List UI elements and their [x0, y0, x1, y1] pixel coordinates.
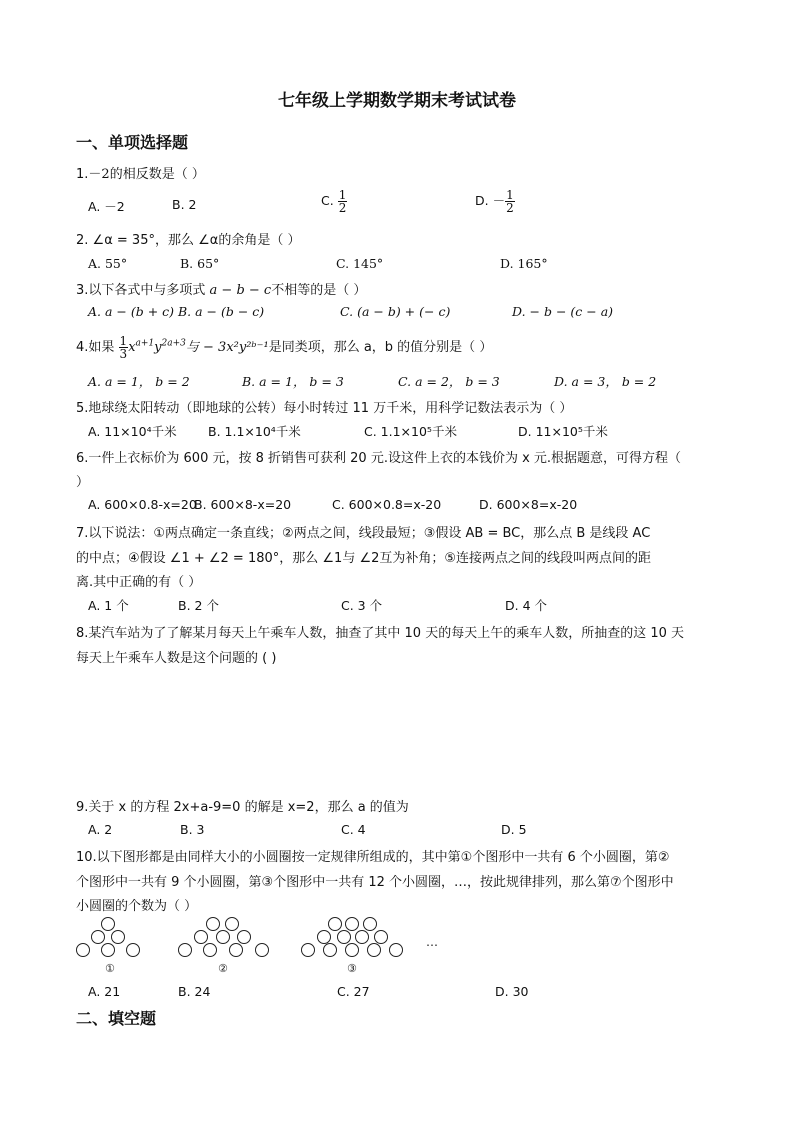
fraction-one-third: $\frac{1}{3}$ [119, 334, 128, 361]
question-9-option-c: C. 4 [341, 822, 366, 837]
pattern-figure-3 [302, 918, 403, 957]
question-5-option-b: B. 1.1×10⁴千米 [208, 424, 301, 439]
question-7-line3: 离.其中正确的有（ ） [76, 575, 202, 590]
figure-label-3: ③ [347, 962, 357, 975]
question-10-option-d: D. 30 [495, 984, 529, 999]
question-7-option-d: D. 4 个 [505, 598, 547, 613]
question-8-line1: 8.某汽车站为了了解某月每天上午乘车人数，抽查了其中 10 天的每天上午的乘车人数，所抽查的这 10 天 [76, 626, 685, 641]
question-2-stem: 2. ∠α = 35°，那么 ∠α的余角是（ ） [76, 233, 301, 248]
question-3-option-c: C. (a − b) + (− c) [340, 304, 451, 319]
question-9-option-d: D. 5 [501, 822, 527, 837]
question-1-option-d: D. － $\frac{1}{2}$ [475, 188, 514, 215]
question-5-option-a: A. 11×10⁴千米 [88, 424, 177, 439]
question-6-option-a: A. 600×0.8-x=20 [88, 497, 197, 512]
question-3-option-b: B. a − (b − c) [178, 304, 265, 319]
question-10-option-c: C. 27 [337, 984, 370, 999]
question-6-option-c: C. 600×0.8=x-20 [332, 497, 442, 512]
question-6-stem-line1: 6.一件上衣标价为 600 元，按 8 折销售可获利 20 元.设这件上衣的本钱价为 x 元.根据题意，可得方程（ [76, 451, 682, 466]
question-8-line2: 每天上午乘车人数是这个问题的 ( ) [76, 651, 277, 666]
question-1-stem: 1.－2的相反数是（ ） [76, 167, 205, 182]
figure-label-1: ① [105, 962, 115, 975]
question-10-line3: 小圆圈的个数为（ ） [76, 899, 198, 914]
question-3-stem: 3.以下各式中与多项式 a − b − c不相等的是（ ） [76, 283, 367, 298]
figure-label-2: ② [218, 962, 228, 975]
question-10-option-a: A. 21 [88, 984, 121, 999]
question-9-option-a: A. 2 [88, 822, 113, 837]
question-7-option-b: B. 2 个 [178, 598, 219, 613]
question-4-stem: 4.如果 $\frac{1}{3}$ $x^{a+1}y^{2a+3}$与 − 3x²y²ᵇ⁻¹是同类项，那么 a，b 的值分别是（ ） [76, 334, 493, 361]
question-7-line1: 7.以下说法：①两点确定一条直线；②两点之间，线段最短；③假设 AB = BC，那么点 B 是线段 AC [76, 526, 651, 541]
question-6-stem-line2: ） [76, 475, 90, 490]
question-6-option-b: B. 600×8-x=20 [194, 497, 292, 512]
pattern-figure-1 [77, 918, 140, 957]
question-9-option-b: B. 3 [180, 822, 205, 837]
question-7-option-a: A. 1 个 [88, 598, 129, 613]
question-10-line2: 个图形中一共有 9 个小圆圈，第③个图形中一共有 12 个小圆圈，…，按此规律排列，那么第⑦个图形中 [76, 875, 674, 890]
question-4-option-a: A. a = 1， b = 2 [88, 374, 190, 389]
question-5-option-c: C. 1.1×10⁵千米 [364, 424, 457, 439]
question-2-option-d: D. 165° [500, 256, 548, 271]
question-10-option-b: B. 24 [178, 984, 211, 999]
question-4-option-b: B. a = 1， b = 3 [242, 374, 344, 389]
question-7-option-c: C. 3 个 [341, 598, 383, 613]
pattern-figure-2 [179, 918, 269, 957]
section-heading-fill-blank: 二、填空题 [76, 1009, 157, 1028]
section-heading-single-choice: 一、单项选择题 [76, 133, 189, 152]
figure-ellipsis: … [426, 935, 438, 949]
question-4-option-c: C. a = 2， b = 3 [398, 374, 500, 389]
question-6-option-d: D. 600×8=x-20 [479, 497, 578, 512]
question-2-option-b: B. 65° [180, 256, 220, 271]
question-1-option-b: B. 2 [172, 197, 197, 212]
question-4-option-d: D. a = 3， b = 2 [554, 374, 657, 389]
question-10-line1: 10.以下图形都是由同样大小的小圆圈按一定规律所组成的，其中第①个图形中一共有 6 个小圆圈，第② [76, 850, 670, 865]
question-3-option-d: D. − b − (c − a) [512, 304, 614, 319]
question-5-stem: 5.地球绕太阳转动（即地球的公转）每小时转过 11 万千米，用科学记数法表示为（ ） [76, 401, 573, 416]
question-3-option-a: A. a − (b + c) [88, 304, 175, 319]
question-1-option-a: A. －2 [88, 199, 125, 214]
question-2-option-a: A. 55° [88, 256, 128, 271]
fraction-one-half: $\frac{1}{2}$ [506, 188, 514, 215]
question-2-option-c: C. 145° [336, 256, 384, 271]
question-7-line2: 的中点；④假设 ∠1 + ∠2 = 180°，那么 ∠1与 ∠2互为补角；⑤连接两点之间的线段叫两点间的距 [76, 551, 652, 566]
circle-pattern-figure [76, 912, 476, 978]
question-9-stem: 9.关于 x 的方程 2x+a-9=0 的解是 x=2，那么 a 的值为 [76, 800, 409, 815]
question-1-option-c: C. $\frac{1}{2}$ [321, 188, 347, 215]
question-5-option-d: D. 11×10⁵千米 [518, 424, 608, 439]
fraction-one-half: $\frac{1}{2}$ [338, 188, 347, 215]
page-title: 七年级上学期数学期末考试试卷 [278, 91, 516, 111]
